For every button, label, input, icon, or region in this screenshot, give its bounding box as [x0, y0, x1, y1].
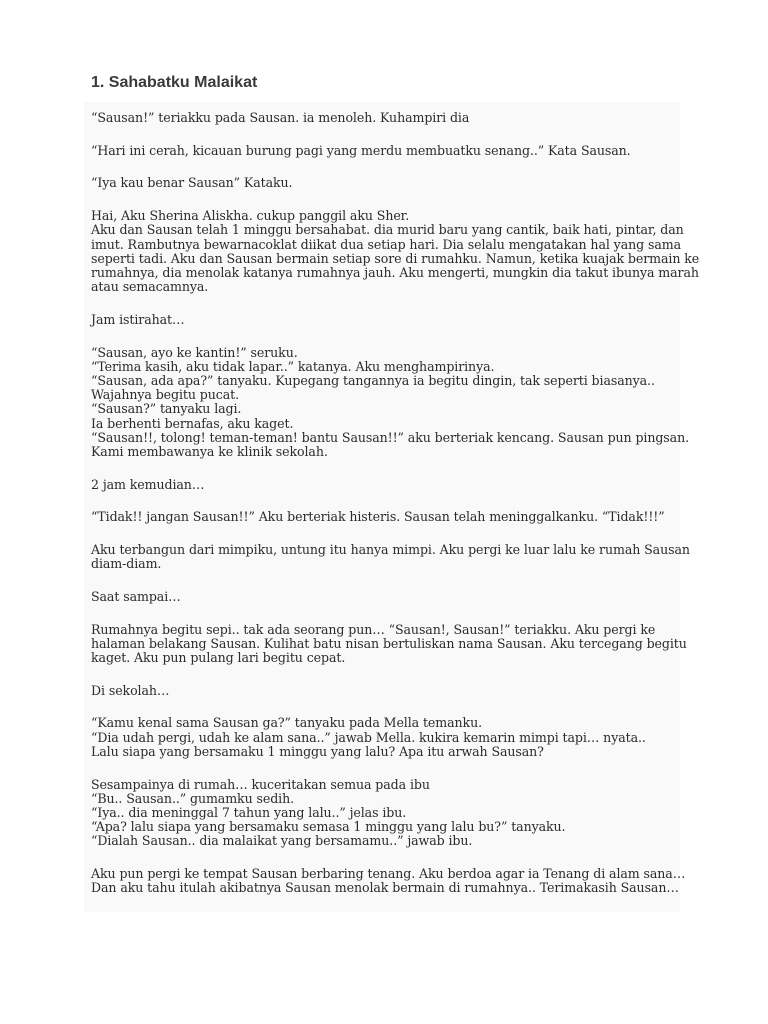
text-line: “Dialah Sausan.. dia malaikat yang bersamamu..” jawab ibu. [91, 833, 473, 849]
text-line: “Iya.. dia meninggal 7 tahun yang lalu..” jelas ibu. [91, 805, 407, 820]
story-text-block [84, 102, 700, 912]
text-line: “Iya kau benar Sausan” Kataku. [91, 175, 293, 191]
text-line: halaman belakang Sausan. Kulihat batu nisan bertuliskan nama Sausan. Aku tercegang begitu [91, 635, 687, 651]
story-paragraph [91, 313, 680, 327]
text-line: Rumahnya begitu sepi.. tak ada seorang pun… “Sausan!, Sausan!” teriakku. Aku pergi ke [91, 621, 656, 637]
story-paragraph [91, 590, 680, 604]
text-line: Jam istirahat… [91, 311, 185, 327]
text-line: imut. Rambutnya bewarnacoklat diikat dua setiap hari. Dia selalu mengatakan hal yang sama [91, 236, 682, 252]
text-line: Aku pun pergi ke tempat Sausan berbaring tenang. Aku berdoa agar ia Tenang di alam sana… [91, 866, 686, 882]
story-paragraph [91, 716, 680, 759]
text-line: “Sausan, ada apa?” tanyaku. Kupegang tangannya ia begitu dingin, tak seperti biasanya.. [91, 372, 655, 388]
document-title: 1. Sahabatku Malaikat [91, 74, 258, 91]
text-line: seperti tadi. Aku dan Sausan bermain setiap sore di rumahku. Namun, ketika kuajak bermain ke [91, 250, 700, 266]
text-line: “Sausan, ayo ke kantin!” seruku. [91, 344, 298, 360]
text-line: “Sausan?” tanyaku lagi. [91, 401, 242, 417]
story-paragraph [91, 778, 680, 849]
story-paragraph [91, 621, 687, 666]
text-line: “Apa? lalu siapa yang bersamaku semasa 1 minggu yang lalu bu?” tanyaku. [91, 819, 566, 835]
story-paragraph [91, 176, 680, 190]
story-paragraph [91, 144, 680, 158]
story-paragraph [91, 542, 690, 572]
text-line: rumahnya, dia menolak katanya rumahnya jauh. Aku mengerti, mungkin dia takut ibunya marah [91, 264, 699, 280]
text-line: “Bu.. Sausan..” gumamku sedih. [91, 790, 295, 806]
story-paragraph [91, 111, 680, 125]
text-line: diam-diam. [91, 556, 162, 572]
text-line: kaget. Aku pun pulang lari begitu cepat. [91, 650, 346, 666]
text-line: “Kamu kenal sama Sausan ga?” tanyaku pada Mella temanku. [91, 715, 482, 731]
text-line: “Dia udah pergi, udah ke alam sana..” jawab Mella. kukira kemarin mimpi tapi… nyata.. [91, 729, 646, 745]
text-line: Dan aku tahu itulah akibatnya Sausan menolak bermain di rumahnya.. Terimakasih Sausan… [91, 880, 679, 896]
text-line: “Sausan!” teriakku pada Sausan. ia menoleh. Kuhampiri dia [91, 110, 470, 125]
text-line: 2 jam kemudian… [91, 476, 205, 492]
text-line: Aku terbangun dari mimpiku, untung itu hanya mimpi. Aku pergi ke luar lalu ke rumah Sausan [91, 542, 690, 558]
text-line: “Sausan!!, tolong! teman-teman! bantu Sausan!!” aku berteriak kencang. Sausan pun pingsan. [91, 429, 689, 445]
story-paragraph [91, 866, 686, 896]
text-line: Wajahnya begitu pucat. [91, 387, 239, 403]
text-line: “Hari ini cerah, kicauan burung pagi yang merdu membuatku senang..” Kata Sausan. [91, 142, 631, 158]
text-line: Ia berhenti bernafas, aku kaget. [91, 415, 294, 431]
text-line: Sesampainya di rumah… kuceritakan semua pada ibu [91, 776, 430, 792]
text-line: Saat sampai… [91, 588, 181, 604]
text-line: Aku dan Sausan telah 1 minggu bersahabat. dia murid baru yang cantik, baik hati, pintar, dan [91, 222, 684, 238]
text-line: atau semacamnya. [91, 279, 209, 295]
text-line: Kami membawanya ke klinik sekolah. [91, 443, 328, 459]
story-paragraph [91, 208, 700, 295]
story-paragraph [91, 478, 680, 492]
text-line: “Tidak!! jangan Sausan!!” Aku berteriak histeris. Sausan telah meninggalkanku. “Tidak!!!” [91, 509, 665, 525]
story-paragraph [91, 684, 680, 698]
text-line: “Terima kasih, aku tidak lapar..” katanya. Aku menghampirinya. [91, 358, 495, 374]
text-line: Lalu siapa yang bersamaku 1 minggu yang lalu? Apa itu arwah Sausan? [91, 743, 544, 759]
text-line: Di sekolah… [91, 682, 170, 698]
text-line: Hai, Aku Sherina Aliskha. cukup panggil aku Sher. [91, 208, 410, 224]
story-paragraph [91, 344, 689, 460]
story-paragraph [91, 510, 680, 524]
